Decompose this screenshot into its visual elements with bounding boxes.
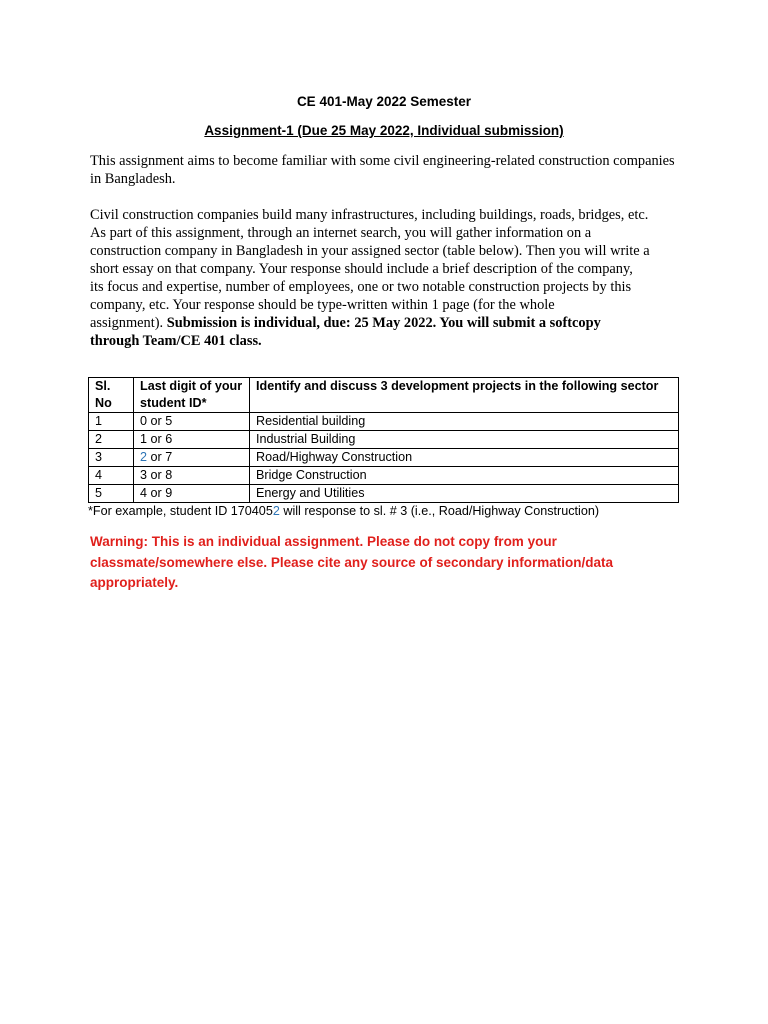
cell-sector: Bridge Construction	[250, 467, 679, 485]
body-line	[90, 314, 680, 332]
header-sl-no: Sl. No	[89, 378, 134, 413]
cell-sector: Energy and Utilities	[250, 485, 679, 503]
cell-sl: 4	[89, 467, 134, 485]
submission-notice: Submission is individual, due: 25 May 2022. You will submit a softcopy	[166, 315, 601, 331]
cell-sl: 1	[89, 413, 134, 431]
body-line: company, etc. Your response should be type-written within 1 page (for the whole	[90, 297, 555, 313]
body-line: short essay on that company. Your response should include a brief description of the company,	[90, 261, 633, 277]
warning-line: appropriately.	[90, 575, 179, 590]
body-line: its focus and expertise, number of employees, one or two notable construction projects by this	[90, 279, 632, 295]
assignment-title: Assignment-1 (Due 25 May 2022, Individual submission)	[204, 123, 564, 138]
body-line: Civil construction companies build many infrastructures, including buildings, roads, bridges, etc.	[90, 207, 649, 223]
digit-rest: or 7	[147, 450, 173, 464]
submission-notice-cont: through Team/CE 401 class.	[90, 333, 262, 349]
digit-rest: or 6	[147, 432, 173, 446]
sector-table	[88, 377, 679, 503]
digit-rest: or 8	[147, 468, 173, 482]
cell-digit	[134, 485, 250, 503]
body-line: construction company in Bangladesh in your assigned sector (table below). Then you will write a	[90, 243, 650, 259]
cell-digit	[134, 449, 250, 467]
digit-value: 0	[140, 414, 148, 428]
cell-sector: Residential building	[250, 413, 679, 431]
digit-value-highlight: 2	[140, 450, 148, 464]
cell-sector: Road/Highway Construction	[250, 449, 679, 467]
warning-text	[90, 532, 630, 594]
body-line: As part of this assignment, through an internet search, you will gather information on a	[90, 225, 592, 241]
intro-paragraph: This assignment aims to become familiar with some civil engineering-related construction companies in Bangladesh.	[90, 153, 675, 187]
note-highlight-digit: 2	[272, 504, 280, 518]
cell-digit	[134, 467, 250, 485]
course-title: CE 401-May 2022 Semester	[296, 94, 472, 109]
digit-value: 4	[140, 486, 148, 500]
header-last-digit: Last digit of your student ID*	[134, 378, 250, 413]
table-row	[89, 467, 679, 485]
note-text: *For example, student ID 170405	[88, 504, 273, 518]
cell-sl: 5	[89, 485, 134, 503]
table-header-row	[89, 378, 679, 413]
cell-sl: 2	[89, 431, 134, 449]
note-text-rest: will response to sl. # 3 (i.e., Road/Highway Construction)	[279, 504, 600, 518]
digit-value: 3	[140, 468, 148, 482]
warning-line: classmate/somewhere else. Please cite any source of secondary information/data	[90, 554, 613, 570]
cell-digit	[134, 413, 250, 431]
digit-rest: or 9	[147, 486, 173, 500]
body-paragraph	[90, 206, 680, 350]
body-text: assignment).	[90, 315, 167, 331]
digit-rest: or 5	[147, 414, 173, 428]
table-row	[89, 449, 679, 467]
digit-value: 1	[140, 432, 148, 446]
cell-sl: 3	[89, 449, 134, 467]
table-row	[89, 431, 679, 449]
example-note	[88, 504, 599, 518]
warning-line: Warning: This is an individual assignment. Please do not copy from your	[90, 534, 557, 549]
table-row	[89, 485, 679, 503]
table-row	[89, 413, 679, 431]
cell-sector: Industrial Building	[250, 431, 679, 449]
cell-digit	[134, 431, 250, 449]
header-sector: Identify and discuss 3 development projects in the following sector	[250, 378, 679, 413]
